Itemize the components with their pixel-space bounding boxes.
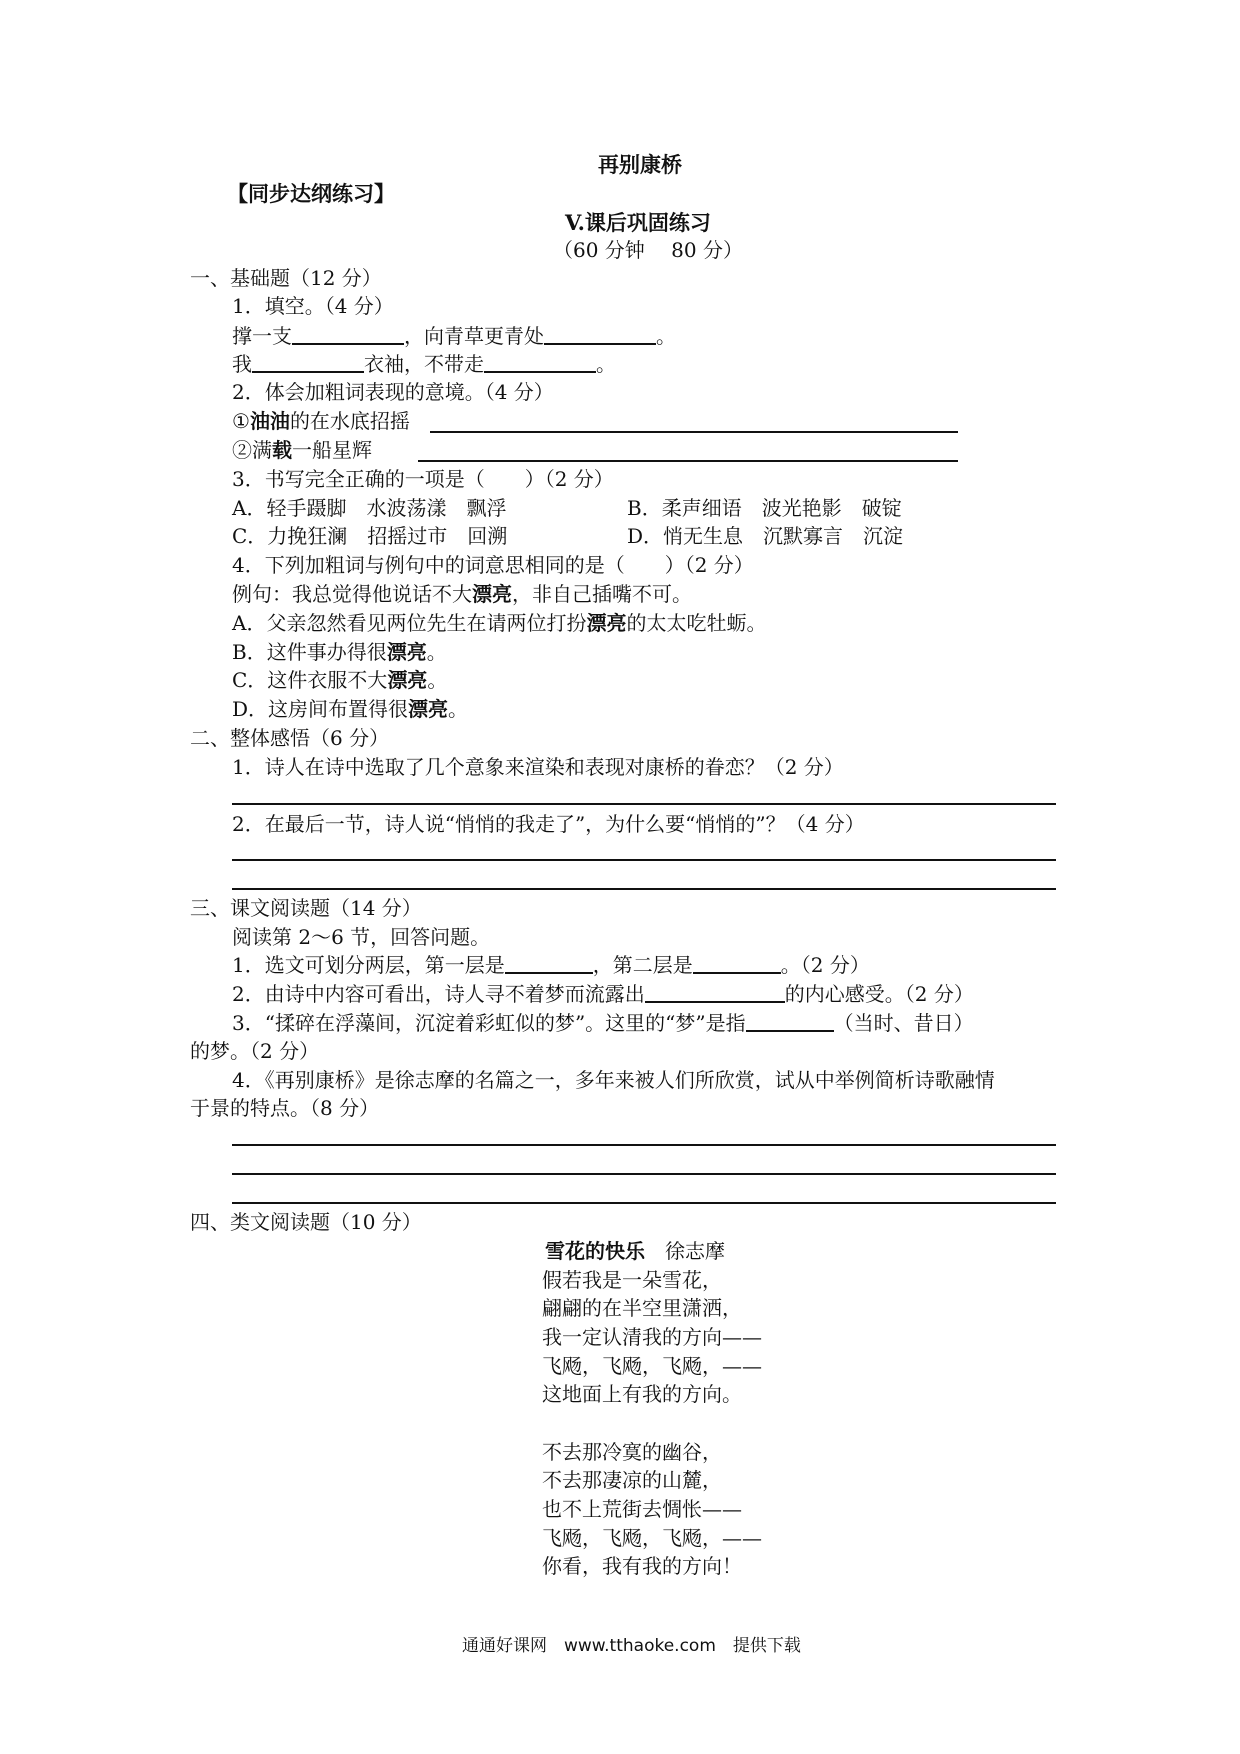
answer-line[interactable] (418, 460, 958, 462)
poem-line: 不去那凄凉的山麓， (542, 1468, 722, 1492)
part2-q2: 2．在最后一节，诗人说“悄悄的我走了”，为什么要“悄悄的”？（4 分） (232, 812, 865, 836)
part3-q1-b: ，第二层是 (592, 953, 693, 977)
page-footer: 通通好课网 www.tthaoke.com 提供下载 (462, 1636, 801, 1656)
part3-q1-a: 1．选文可划分两层，第一层是 (232, 953, 505, 977)
fill-blank[interactable] (252, 351, 364, 373)
q4-option-c-post: 。 (427, 668, 448, 692)
answer-line[interactable] (232, 1173, 1056, 1175)
poem-author: 徐志摩 (665, 1239, 725, 1263)
poem-line: 假若我是一朵雪花， (542, 1268, 722, 1292)
q3-option-c[interactable]: C．力挽狂澜 招摇过市 回溯 (232, 524, 508, 548)
part3-q1 (232, 951, 870, 979)
q4-label: 4．下列加粗词与例句中的词意思相同的是（ ）（2 分） (232, 553, 754, 577)
poem-line: 不去那冷寞的幽谷， (542, 1440, 722, 1464)
q4-option-c-pre: C．这件衣服不大 (232, 668, 388, 692)
q2-item1 (232, 407, 410, 435)
q1-line1-text-a: 撑一支 (232, 324, 292, 348)
part3-heading: 三、课文阅读题（14 分） (190, 896, 422, 920)
fill-blank[interactable] (544, 323, 656, 345)
part3-q2 (232, 980, 974, 1008)
part3-q3-b: （当时、昔日） (833, 1011, 974, 1035)
answer-line[interactable] (232, 859, 1056, 861)
part3-q2-b: 的内心感受。（2 分） (784, 982, 974, 1006)
q4-option-d[interactable] (232, 695, 468, 723)
q2-item1-bold: 油油 (249, 409, 290, 433)
q2-item2-post: 一船星辉 (292, 438, 372, 462)
q4-option-a-pre: A．父亲忽然看见两位先生在请两位打扮 (232, 611, 587, 635)
q3-option-b[interactable]: B．柔声细语 波光艳影 破锭 (627, 496, 902, 520)
q4-option-b-post: 。 (426, 640, 447, 664)
page-title: 再别康桥 (598, 152, 682, 177)
time-score: （60 分钟 80 分） (553, 238, 743, 262)
q4-option-d-post: 。 (448, 697, 469, 721)
part4-heading: 四、类文阅读题（10 分） (190, 1210, 422, 1234)
poem-line: 飞飏，飞飏，飞飏，—— (542, 1526, 762, 1550)
q4-example (232, 580, 692, 608)
part3-q4: 4．《再别康桥》是徐志摩的名篇之一，多年来被人们所欣赏，试从中举例简析诗歌融情 (232, 1068, 995, 1092)
q4-example-post: ，非自己插嘴不可。 (512, 582, 692, 606)
poem-title: 雪花的快乐 (545, 1239, 645, 1263)
q2-item1-post: 的在水底招摇 (289, 409, 410, 433)
part3-q1-c: 。（2 分） (780, 953, 870, 977)
q3-option-a[interactable]: A．轻手蹑脚 水波荡漾 飘浮 (232, 496, 507, 520)
q4-option-d-pre: D．这房间布置得很 (232, 697, 409, 721)
q2-item1-pre: ① (232, 409, 250, 433)
poem-author-gap (645, 1239, 665, 1263)
q4-option-a[interactable] (232, 609, 766, 637)
q2-item2-bold: 载 (272, 438, 292, 462)
q1-line2 (232, 350, 616, 378)
fill-blank[interactable] (505, 952, 593, 974)
poem-line: 我一定认清我的方向—— (542, 1325, 762, 1349)
part1-heading: 一、基础题（12 分） (190, 266, 382, 290)
answer-line[interactable] (232, 1202, 1056, 1204)
poem-header (545, 1237, 725, 1265)
q2-label: 2．体会加粗词表现的意境。（4 分） (232, 380, 554, 404)
answer-line[interactable] (430, 431, 958, 433)
poem-line: 也不上荒街去惆怅—— (542, 1497, 742, 1521)
q4-option-b-pre: B．这件事办得很 (232, 640, 387, 664)
q1-label: 1．填空。（4 分） (232, 294, 394, 318)
answer-line[interactable] (232, 1144, 1056, 1146)
part3-q3-a: 3．“揉碎在浮藻间，沉淀着彩虹似的梦”。这里的“梦”是指 (232, 1011, 746, 1035)
q4-option-c-bold: 漂亮 (387, 668, 428, 692)
part3-q3-cont: 的梦。（2 分） (190, 1039, 320, 1063)
q1-line1-text-c: 。 (656, 324, 676, 348)
section-tag: 【同步达纲练习】 (227, 181, 395, 206)
q2-item2 (232, 436, 372, 464)
answer-line[interactable] (232, 888, 1056, 890)
part3-intro: 阅读第 2～6 节，回答问题。 (232, 925, 491, 949)
q4-option-a-post: 的太太吃牡蛎。 (626, 611, 767, 635)
part3-q4-cont: 于景的特点。（8 分） (190, 1096, 380, 1120)
part2-q1: 1．诗人在诗中选取了几个意象来渲染和表现对康桥的眷恋？（2 分） (232, 755, 844, 779)
q1-line2-text-c: 。 (596, 352, 616, 376)
q3-option-d[interactable]: D．悄无生息 沉默寡言 沉淀 (627, 524, 904, 548)
q4-option-b[interactable] (232, 638, 447, 666)
poem-line: 飞飏，飞飏，飞飏，—— (542, 1354, 762, 1378)
fill-blank[interactable] (484, 351, 596, 373)
q4-option-d-bold: 漂亮 (408, 697, 449, 721)
q4-option-a-bold: 漂亮 (586, 611, 627, 635)
subtitle: V.课后巩固练习 (565, 210, 711, 235)
part3-q3 (232, 1009, 974, 1037)
q4-option-b-bold: 漂亮 (386, 640, 427, 664)
fill-blank[interactable] (292, 323, 404, 345)
poem-line: 这地面上有我的方向。 (542, 1382, 742, 1406)
fill-blank[interactable] (645, 981, 785, 1003)
answer-line[interactable] (232, 803, 1056, 805)
poem-line: 你看，我有我的方向！ (542, 1554, 742, 1578)
q2-item2-pre: ②满 (232, 438, 272, 462)
poem-line: 翩翩的在半空里潇洒， (542, 1296, 742, 1320)
q4-example-bold: 漂亮 (472, 582, 512, 606)
part3-q2-a: 2．由诗中内容可看出，诗人寻不着梦而流露出 (232, 982, 645, 1006)
q4-option-c[interactable] (232, 666, 447, 694)
q3-label: 3．书写完全正确的一项是（ ）（2 分） (232, 467, 614, 491)
q1-line1-text-b: ，向青草更青处 (404, 324, 544, 348)
q1-line1 (232, 322, 676, 350)
fill-blank[interactable] (693, 952, 781, 974)
fill-blank[interactable] (746, 1010, 834, 1032)
q4-example-pre: 例句：我总觉得他说话不大 (232, 582, 472, 606)
q1-line2-text-a: 我 (232, 352, 252, 376)
q1-line2-text-b: 衣袖，不带走 (364, 352, 484, 376)
part2-heading: 二、整体感悟（6 分） (190, 726, 390, 750)
